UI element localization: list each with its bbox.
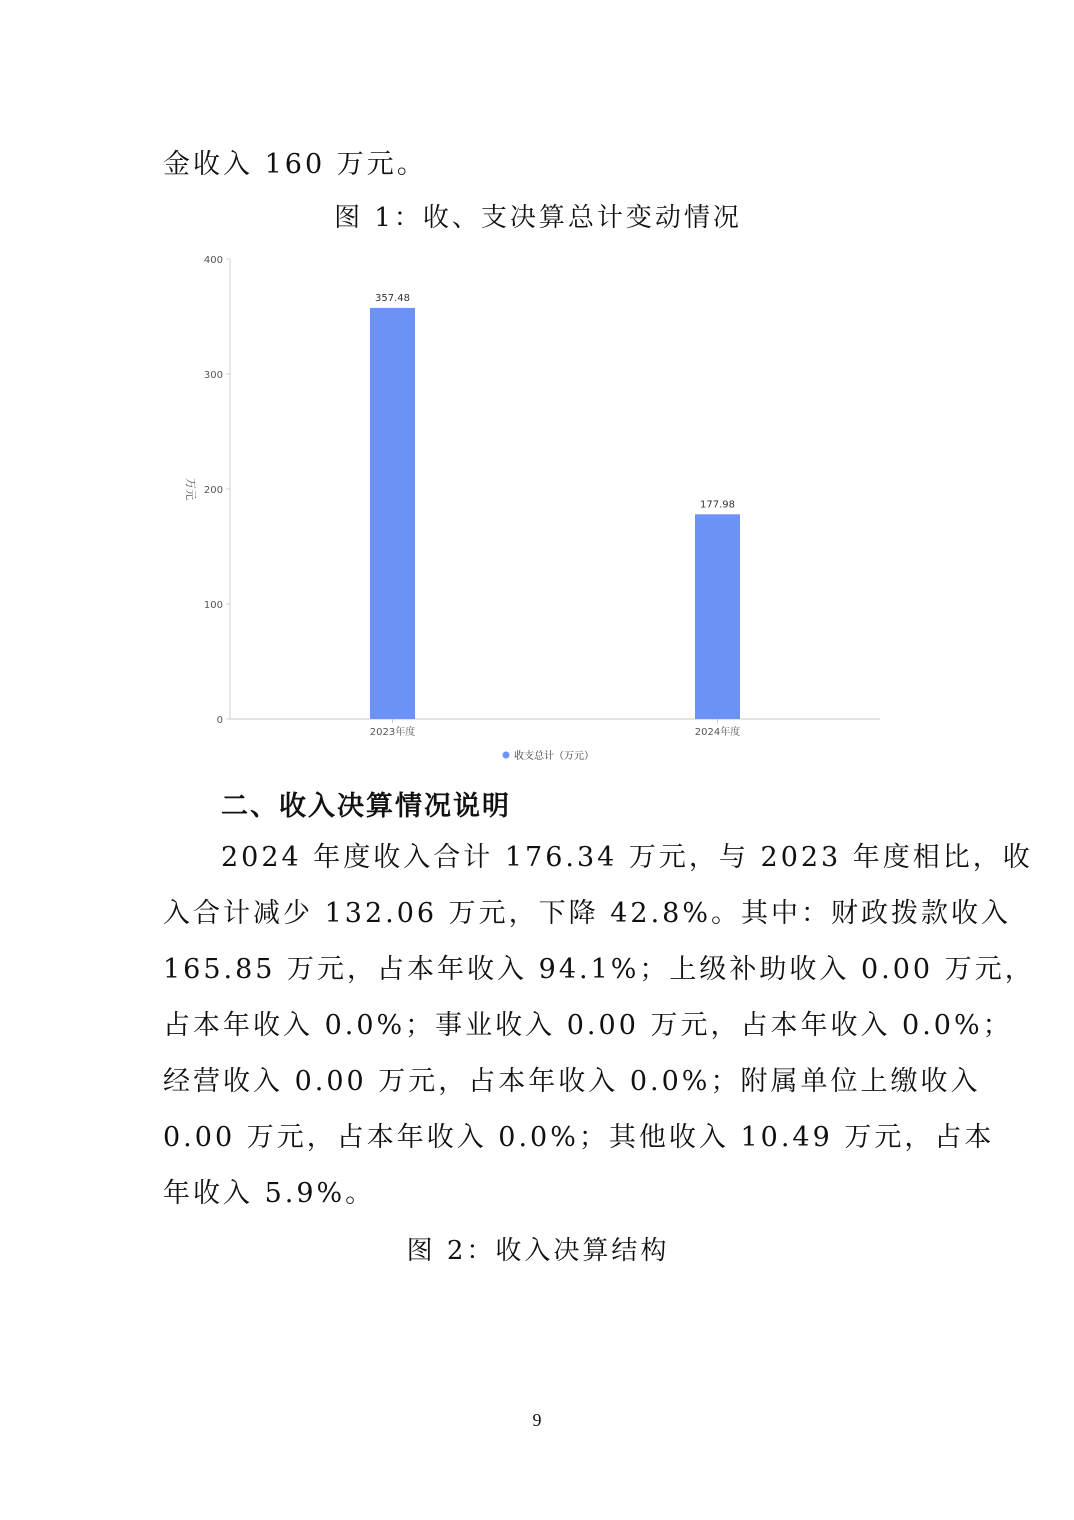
legend-swatch	[503, 752, 510, 759]
legend-label: 收支总计（万元）	[514, 751, 594, 762]
paragraph-line: 0.00 万元，占本年收入 0.0%；其他收入 10.49 万元，占本	[163, 1122, 995, 1153]
section-heading: 二、收入决算情况说明	[221, 791, 511, 822]
paragraph-line: 年收入 5.9%。	[163, 1178, 376, 1209]
y-tick-label: 100	[203, 600, 223, 611]
paragraph-line: 165.85 万元，占本年收入 94.1%；上级补助收入 0.00 万元，	[163, 954, 1035, 985]
bar-value-label: 357.48	[375, 292, 410, 304]
paragraph-line: 占本年收入 0.0%；事业收入 0.00 万元，占本年收入 0.0%；	[163, 1010, 1013, 1041]
figure1-caption: 图 1：收、支决算总计变动情况	[334, 203, 742, 233]
bar-chart	[170, 245, 890, 770]
paragraph-line: 入合计减少 132.06 万元，下降 42.8%。其中：财政拨款收入	[163, 898, 1011, 929]
y-axis-label: 万元	[184, 478, 197, 500]
y-tick-label: 400	[203, 255, 223, 266]
paragraph-line: 经营收入 0.00 万元，占本年收入 0.0%；附属单位上缴收入	[163, 1066, 981, 1097]
x-tick-label: 2023年度	[369, 727, 416, 738]
bar-value-label: 177.98	[700, 499, 735, 511]
y-tick-label: 300	[203, 370, 223, 381]
page-number: 9	[532, 1410, 542, 1430]
bar	[370, 308, 415, 719]
bar	[695, 514, 740, 719]
y-tick-label: 0	[216, 715, 223, 726]
paragraph-line: 2024 年度收入合计 176.34 万元，与 2023 年度相比，收	[221, 842, 1033, 873]
figure2-caption: 图 2：收入决算结构	[406, 1236, 670, 1266]
x-tick-label: 2024年度	[694, 727, 741, 738]
paragraph-line: 金收入 160 万元。	[163, 149, 427, 180]
y-tick-label: 200	[203, 485, 223, 496]
